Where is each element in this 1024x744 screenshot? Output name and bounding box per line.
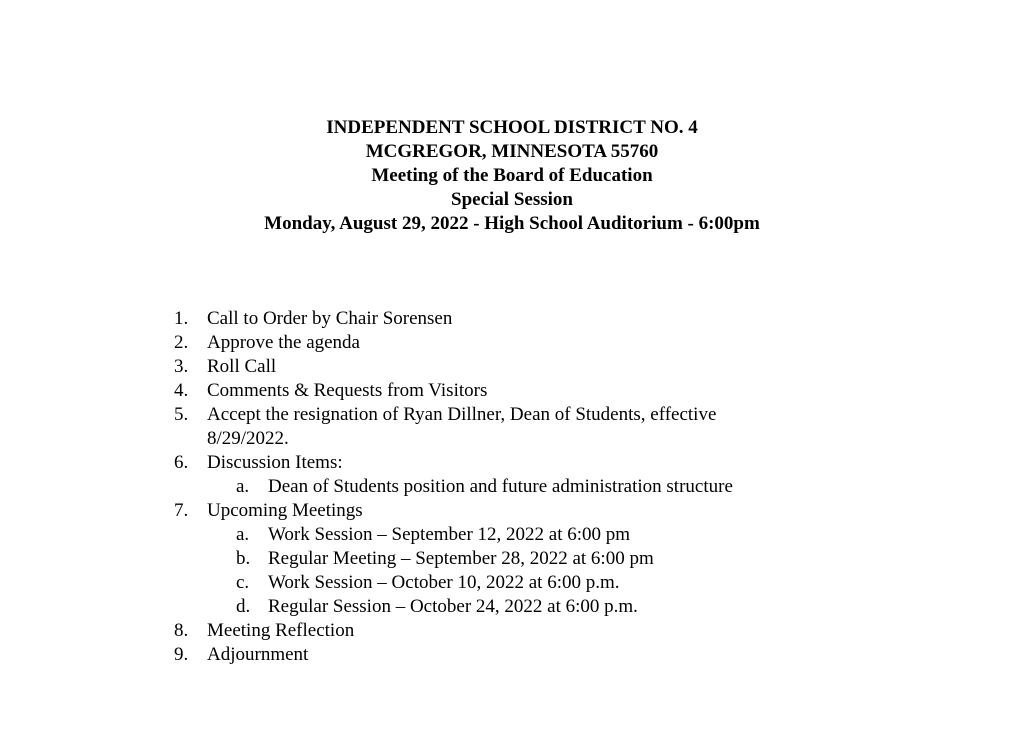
meeting-date-location: Monday, August 29, 2022 - High School Auditorium - 6:00pm	[264, 213, 760, 234]
agenda-item	[0, 307, 1024, 331]
agenda-item-number: 5.	[174, 404, 189, 425]
agenda-subitem-text: Work Session – September 12, 2022 at 6:00 pm	[268, 524, 631, 545]
agenda-subitem-text: Regular Meeting – September 28, 2022 at 6:00 pm	[268, 548, 654, 569]
agenda-list	[0, 307, 1024, 667]
agenda-item	[0, 355, 1024, 379]
agenda-subitem-text: Work Session – October 10, 2022 at 6:00 p.m.	[268, 572, 620, 593]
agenda-subitem	[0, 475, 1024, 499]
agenda-item-number: 6.	[174, 452, 189, 473]
meeting-title: Meeting of the Board of Education	[371, 165, 653, 186]
agenda-item	[0, 499, 1024, 523]
session-type: Special Session	[451, 189, 573, 210]
agenda-subitem-letter: a.	[236, 476, 250, 497]
agenda-subitem	[0, 547, 1024, 571]
district-location: MCGREGOR, MINNESOTA 55760	[365, 141, 659, 162]
agenda-item-number: 7.	[174, 500, 189, 521]
agenda-item-text: Call to Order by Chair Sorensen	[207, 308, 453, 329]
agenda-subitem-text: Dean of Students position and future administration structure	[268, 476, 733, 497]
agenda-item-text: Meeting Reflection	[207, 620, 355, 641]
district-name: INDEPENDENT SCHOOL DISTRICT NO. 4	[326, 117, 698, 138]
agenda-item-text: Comments & Requests from Visitors	[207, 380, 488, 401]
agenda-item	[0, 403, 1024, 427]
agenda-item-number: 8.	[174, 620, 189, 641]
agenda-subitem-letter: b.	[236, 548, 251, 569]
agenda-item	[0, 331, 1024, 355]
agenda-item	[0, 379, 1024, 403]
agenda-item-text: Adjournment	[207, 644, 309, 665]
agenda-item	[0, 643, 1024, 667]
agenda-item-text: Upcoming Meetings	[207, 500, 363, 521]
document-header	[0, 116, 1024, 236]
agenda-item-text: Accept the resignation of Ryan Dillner, Dean of Students, effective	[207, 404, 717, 425]
agenda-item-number: 2.	[174, 332, 189, 353]
agenda-item-text: Roll Call	[207, 356, 277, 377]
agenda-item-text: Approve the agenda	[207, 332, 360, 353]
agenda-item-number: 1.	[174, 308, 189, 329]
agenda-subitem	[0, 595, 1024, 619]
agenda-item-continuation	[0, 427, 1024, 451]
agenda-subitem-text: Regular Session – October 24, 2022 at 6:00 p.m.	[268, 596, 638, 617]
agenda-subitem-letter: d.	[236, 596, 251, 617]
agenda-item	[0, 451, 1024, 475]
agenda-item	[0, 619, 1024, 643]
agenda-item-text: Discussion Items:	[207, 452, 343, 473]
agenda-subitem	[0, 571, 1024, 595]
agenda-subitem-letter: a.	[236, 524, 250, 545]
agenda-item-number: 9.	[174, 644, 189, 665]
agenda-item-number: 3.	[174, 356, 189, 377]
agenda-item-number: 4.	[174, 380, 189, 401]
agenda-subitem	[0, 523, 1024, 547]
agenda-item-text-continued: 8/29/2022.	[207, 428, 289, 449]
agenda-subitem-letter: c.	[236, 572, 250, 593]
